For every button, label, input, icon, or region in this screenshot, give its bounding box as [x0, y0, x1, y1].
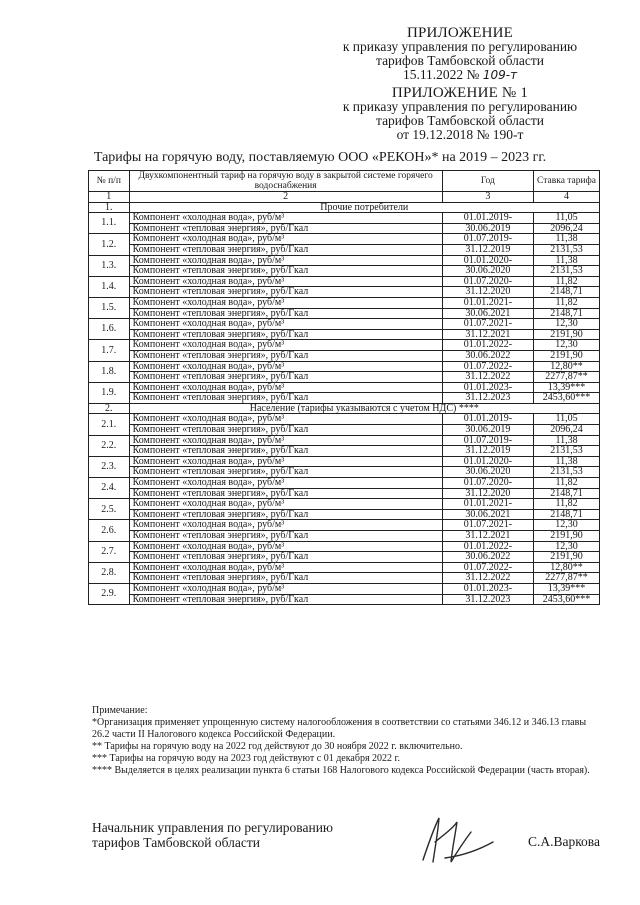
table-row: [89, 446, 600, 457]
thermal-energy-rate: 2148,71: [534, 287, 600, 298]
section-title: Население (тарифы указываются с учетом НДС) ****: [129, 403, 599, 414]
thermal-energy-rate: 2096,24: [534, 425, 600, 436]
table-row: [89, 425, 600, 436]
table-row: [89, 372, 600, 383]
period-end: 30.06.2022: [442, 350, 533, 361]
table-row: [89, 244, 600, 255]
thermal-energy-rate: 2191,90: [534, 329, 600, 340]
notes-heading: Примечание:: [92, 705, 148, 716]
period-start: 01.01.2023-: [442, 382, 533, 393]
table-row: [89, 583, 600, 594]
table-index-row: [89, 192, 600, 203]
period-end: 31.12.2021: [442, 329, 533, 340]
cold-water-component: Компонент «холодная вода», руб/м³: [129, 255, 442, 266]
period-start: 01.01.2022-: [442, 340, 533, 351]
thermal-energy-rate: 2277,87**: [534, 372, 600, 383]
row-number: 2.4.: [89, 478, 130, 499]
period-start: 01.07.2021-: [442, 520, 533, 531]
cold-water-component: Компонент «холодная вода», руб/м³: [129, 520, 442, 531]
period-start: 01.01.2020-: [442, 255, 533, 266]
table-row: [89, 266, 600, 277]
thermal-energy-component: Компонент «тепловая энергия», руб/Гкал: [129, 509, 442, 520]
section-row: [89, 202, 600, 213]
period-start: 01.07.2019-: [442, 234, 533, 245]
period-end: 30.06.2020: [442, 467, 533, 478]
table-row: [89, 308, 600, 319]
row-number: 1.3.: [89, 255, 130, 276]
cold-water-rate: 11,38: [534, 456, 600, 467]
period-start: 01.07.2020-: [442, 478, 533, 489]
thermal-energy-component: Компонент «тепловая энергия», руб/Гкал: [129, 531, 442, 542]
period-start: 01.07.2022-: [442, 562, 533, 573]
row-number: 1.6.: [89, 319, 130, 340]
table-row: [89, 414, 600, 425]
section-number: 2.: [89, 403, 130, 414]
thermal-energy-component: Компонент «тепловая энергия», руб/Гкал: [129, 488, 442, 499]
cold-water-rate: 11,05: [534, 414, 600, 425]
row-number: 2.2.: [89, 435, 130, 456]
table-row: [89, 594, 600, 605]
row-number: 1.1.: [89, 213, 130, 234]
table-row: [89, 393, 600, 404]
thermal-energy-rate: 2277,87**: [534, 573, 600, 584]
table-header-row: [89, 171, 600, 192]
period-start: 01.01.2019-: [442, 414, 533, 425]
appendix-line-1: к приказу управления по регулированию: [342, 39, 578, 54]
document-title: Тарифы на горячую воду, поставляемую ООО «РЕКОН»* на 2019 – 2023 гг.: [93, 150, 547, 165]
table-row: [89, 319, 600, 330]
period-end: 31.12.2023: [442, 393, 533, 404]
period-end: 31.12.2021: [442, 531, 533, 542]
table-row: [89, 255, 600, 266]
col-index-4: 4: [534, 192, 600, 203]
period-end: 30.06.2022: [442, 552, 533, 563]
appendix-date-line: [330, 68, 590, 82]
cold-water-rate: 11,38: [534, 234, 600, 245]
thermal-energy-component: Компонент «тепловая энергия», руб/Гкал: [129, 287, 442, 298]
period-start: 01.01.2023-: [442, 583, 533, 594]
table-row: [89, 531, 600, 542]
period-start: 01.01.2022-: [442, 541, 533, 552]
table-row: [89, 573, 600, 584]
appendix-title: ПРИЛОЖЕНИЕ: [406, 25, 514, 41]
table-row: [89, 329, 600, 340]
table-row: [89, 340, 600, 351]
appendix-1-line-2: тарифов Тамбовской области: [376, 113, 544, 128]
appendix-header: [330, 26, 590, 82]
thermal-energy-rate: 2148,71: [534, 509, 600, 520]
thermal-energy-rate: 2148,71: [534, 308, 600, 319]
appendix-1-line-1: к приказу управления по регулированию: [342, 99, 578, 114]
cold-water-component: Компонент «холодная вода», руб/м³: [129, 583, 442, 594]
thermal-energy-rate: 2453,60***: [534, 594, 600, 605]
thermal-energy-component: Компонент «тепловая энергия», руб/Гкал: [129, 393, 442, 404]
table-row: [89, 382, 600, 393]
period-end: 30.06.2020: [442, 266, 533, 277]
period-start: 01.07.2021-: [442, 319, 533, 330]
period-end: 31.12.2020: [442, 488, 533, 499]
thermal-energy-component: Компонент «тепловая энергия», руб/Гкал: [129, 329, 442, 340]
row-number: 2.8.: [89, 562, 130, 583]
cold-water-component: Компонент «холодная вода», руб/м³: [129, 340, 442, 351]
table-row: [89, 276, 600, 287]
thermal-energy-rate: 2148,71: [534, 488, 600, 499]
cold-water-rate: 11,82: [534, 276, 600, 287]
cold-water-rate: 13,39***: [534, 382, 600, 393]
row-number: 2.9.: [89, 583, 130, 604]
table-row: [89, 562, 600, 573]
signer-name: С.А.Варкова: [527, 834, 600, 849]
period-end: 30.06.2019: [442, 223, 533, 234]
table-row: [89, 488, 600, 499]
note-1: *Организация применяет упрощенную систему налогообложения в соответствии со статьями 346.12 и 346.13 главы 26.2 части II Налогового кодекса Российской Федерации.: [92, 717, 587, 740]
cold-water-component: Компонент «холодная вода», руб/м³: [129, 499, 442, 510]
appendix-1-title: ПРИЛОЖЕНИЕ № 1: [391, 85, 529, 101]
cold-water-component: Компонент «холодная вода», руб/м³: [129, 361, 442, 372]
period-start: 01.01.2021-: [442, 297, 533, 308]
table-row: [89, 223, 600, 234]
thermal-energy-component: Компонент «тепловая энергия», руб/Гкал: [129, 223, 442, 234]
cold-water-rate: 12,80**: [534, 361, 600, 372]
row-number: 2.1.: [89, 414, 130, 435]
row-number: 1.5.: [89, 297, 130, 318]
period-start: 01.01.2021-: [442, 499, 533, 510]
note-4: **** Выделяется в целях реализации пункта 6 статьи 168 Налогового кодекса Российской Федерации (часть вторая).: [92, 765, 590, 776]
handwritten-signature: [405, 812, 500, 867]
thermal-energy-component: Компонент «тепловая энергия», руб/Гкал: [129, 446, 442, 457]
col-index-1: 1: [89, 192, 130, 203]
cold-water-component: Компонент «холодная вода», руб/м³: [129, 456, 442, 467]
cold-water-rate: 12,30: [534, 541, 600, 552]
cold-water-rate: 12,30: [534, 319, 600, 330]
cold-water-rate: 13,39***: [534, 583, 600, 594]
table-row: [89, 467, 600, 478]
period-start: 01.07.2019-: [442, 435, 533, 446]
period-end: 31.12.2022: [442, 372, 533, 383]
period-end: 30.06.2021: [442, 509, 533, 520]
period-start: 01.07.2020-: [442, 276, 533, 287]
cold-water-component: Компонент «холодная вода», руб/м³: [129, 276, 442, 287]
row-number: 1.2.: [89, 234, 130, 255]
cold-water-rate: 11,05: [534, 213, 600, 224]
appendix-date: 15.11.2022 №: [402, 67, 480, 82]
period-end: 31.12.2020: [442, 287, 533, 298]
cold-water-component: Компонент «холодная вода», руб/м³: [129, 213, 442, 224]
cold-water-rate: 11,82: [534, 478, 600, 489]
handwritten-order-number: 109-т: [482, 68, 518, 82]
period-end: 31.12.2023: [442, 594, 533, 605]
cold-water-component: Компонент «холодная вода», руб/м³: [129, 234, 442, 245]
signatory-position: [92, 820, 333, 850]
table-row: [89, 456, 600, 467]
row-number: 2.6.: [89, 520, 130, 541]
cold-water-component: Компонент «холодная вода», руб/м³: [129, 541, 442, 552]
thermal-energy-rate: 2191,90: [534, 531, 600, 542]
row-number: 1.4.: [89, 276, 130, 297]
thermal-energy-rate: 2096,24: [534, 223, 600, 234]
table-row: [89, 478, 600, 489]
row-number: 2.5.: [89, 499, 130, 520]
table-row: [89, 509, 600, 520]
section-number: 1.: [89, 202, 130, 213]
period-end: 31.12.2019: [442, 446, 533, 457]
table-row: [89, 361, 600, 372]
col-header-rate: Ставка тарифа: [534, 171, 600, 192]
period-end: 30.06.2019: [442, 425, 533, 436]
table-row: [89, 213, 600, 224]
cold-water-component: Компонент «холодная вода», руб/м³: [129, 382, 442, 393]
col-index-3: 3: [442, 192, 533, 203]
cold-water-component: Компонент «холодная вода», руб/м³: [129, 297, 442, 308]
thermal-energy-component: Компонент «тепловая энергия», руб/Гкал: [129, 308, 442, 319]
cold-water-rate: 12,30: [534, 340, 600, 351]
cold-water-rate: 11,82: [534, 297, 600, 308]
cold-water-rate: 12,30: [534, 520, 600, 531]
col-index-2: 2: [129, 192, 442, 203]
table-row: [89, 350, 600, 361]
table-row: [89, 435, 600, 446]
appendix-line-2: тарифов Тамбовской области: [376, 53, 544, 68]
cold-water-rate: 12,80**: [534, 562, 600, 573]
row-number: 1.9.: [89, 382, 130, 403]
notes-block: [92, 705, 602, 777]
thermal-energy-component: Компонент «тепловая энергия», руб/Гкал: [129, 372, 442, 383]
cold-water-rate: 11,38: [534, 435, 600, 446]
thermal-energy-rate: 2131,53: [534, 467, 600, 478]
table-row: [89, 297, 600, 308]
cold-water-rate: 11,82: [534, 499, 600, 510]
table-row: [89, 234, 600, 245]
section-title: Прочие потребители: [129, 202, 599, 213]
thermal-energy-component: Компонент «тепловая энергия», руб/Гкал: [129, 467, 442, 478]
col-header-number: № п/п: [89, 171, 130, 192]
table-row: [89, 552, 600, 563]
period-start: 01.01.2019-: [442, 213, 533, 224]
table-row: [89, 541, 600, 552]
thermal-energy-component: Компонент «тепловая энергия», руб/Гкал: [129, 244, 442, 255]
table-row: [89, 287, 600, 298]
thermal-energy-component: Компонент «тепловая энергия», руб/Гкал: [129, 266, 442, 277]
cold-water-component: Компонент «холодная вода», руб/м³: [129, 562, 442, 573]
cold-water-rate: 11,38: [534, 255, 600, 266]
thermal-energy-component: Компонент «тепловая энергия», руб/Гкал: [129, 552, 442, 563]
tariff-table-body: [89, 171, 600, 605]
appendix-1-line-3: от 19.12.2018 № 190-т: [396, 127, 524, 142]
table-row: [89, 499, 600, 510]
period-end: 30.06.2021: [442, 308, 533, 319]
period-start: 01.01.2020-: [442, 456, 533, 467]
row-number: 2.7.: [89, 541, 130, 562]
thermal-energy-rate: 2131,53: [534, 266, 600, 277]
thermal-energy-rate: 2191,90: [534, 552, 600, 563]
thermal-energy-rate: 2131,53: [534, 446, 600, 457]
row-number: 1.8.: [89, 361, 130, 382]
thermal-energy-component: Компонент «тепловая энергия», руб/Гкал: [129, 350, 442, 361]
cold-water-component: Компонент «холодная вода», руб/м³: [129, 319, 442, 330]
cold-water-component: Компонент «холодная вода», руб/м³: [129, 435, 442, 446]
note-3: *** Тарифы на горячую воду на 2023 год действуют с 01 декабря 2022 г.: [92, 753, 401, 764]
cold-water-component: Компонент «холодная вода», руб/м³: [129, 478, 442, 489]
col-header-year: Год: [442, 171, 533, 192]
tariff-table: [88, 170, 600, 605]
row-number: 1.7.: [89, 340, 130, 361]
thermal-energy-component: Компонент «тепловая энергия», руб/Гкал: [129, 425, 442, 436]
position-line-1: Начальник управления по регулированию: [92, 820, 334, 835]
cold-water-component: Компонент «холодная вода», руб/м³: [129, 414, 442, 425]
thermal-energy-component: Компонент «тепловая энергия», руб/Гкал: [129, 573, 442, 584]
table-row: [89, 520, 600, 531]
thermal-energy-rate: 2131,53: [534, 244, 600, 255]
row-number: 2.3.: [89, 456, 130, 477]
section-row: [89, 403, 600, 414]
col-header-tariff: Двухкомпонентный тариф на горячую воду в закрытой системе горячего водоснабжения: [129, 171, 442, 192]
appendix-1-header: [330, 86, 590, 142]
position-line-2: тарифов Тамбовской области: [92, 835, 260, 850]
thermal-energy-rate: 2453,60***: [534, 393, 600, 404]
thermal-energy-component: Компонент «тепловая энергия», руб/Гкал: [129, 594, 442, 605]
thermal-energy-rate: 2191,90: [534, 350, 600, 361]
note-2: ** Тарифы на горячую воду на 2022 год действуют до 30 ноября 2022 г. включительно.: [92, 741, 463, 752]
period-end: 31.12.2019: [442, 244, 533, 255]
period-end: 31.12.2022: [442, 573, 533, 584]
period-start: 01.07.2022-: [442, 361, 533, 372]
